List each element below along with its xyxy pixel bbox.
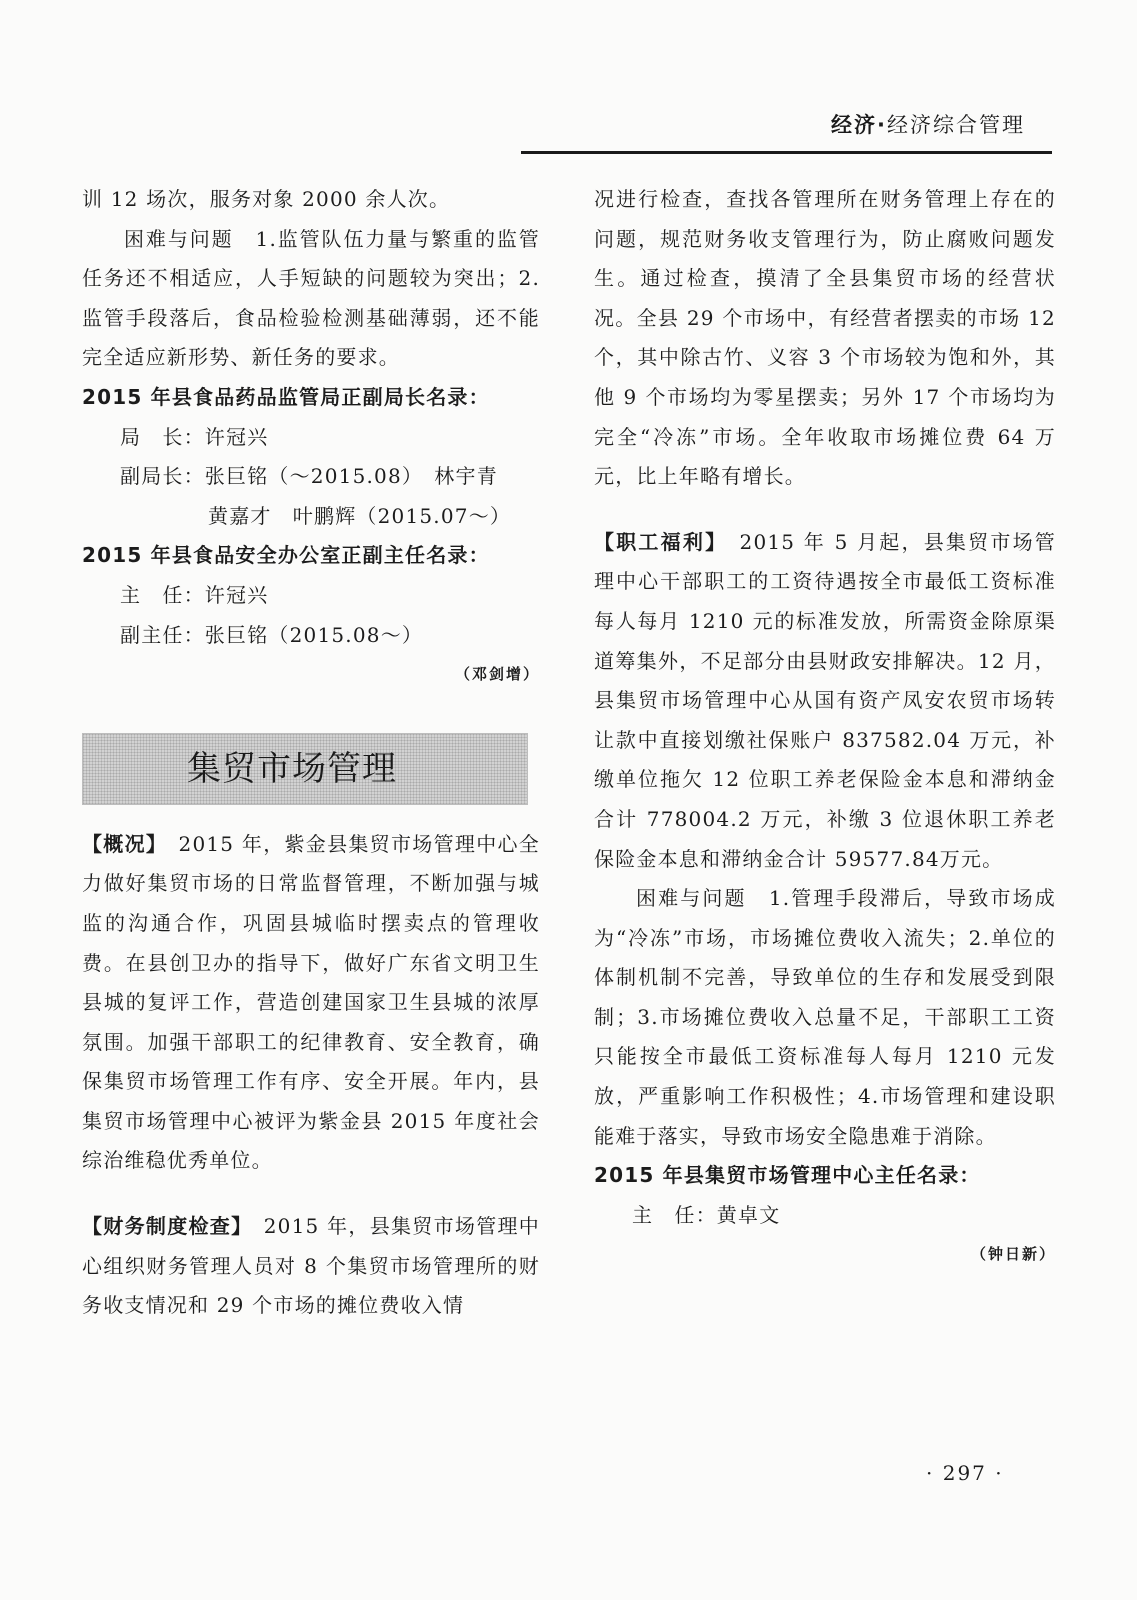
finance-lead: 【财务制度检查】 xyxy=(82,1214,243,1239)
running-head-subsection: 经济综合管理 xyxy=(887,113,1025,137)
header-rule xyxy=(521,151,1052,154)
problems-label: 困难与问题 xyxy=(124,226,234,251)
section-title-banner xyxy=(82,733,528,805)
running-head-section: 经济 xyxy=(831,113,878,137)
paragraph-finance xyxy=(82,1207,540,1326)
right-column xyxy=(594,180,1056,1275)
roster-title-market-center: 2015 年县集贸市场管理中心主任名录： xyxy=(594,1163,981,1188)
roster-title-food-safety-office: 2015 年县食品安全办公室正副主任名录： xyxy=(82,543,490,568)
roster-line: 黄嘉才 叶鹏辉（2015.07～） xyxy=(208,503,512,528)
roster-line: 副局长：张巨铭（～2015.08） 林宇青 xyxy=(120,464,498,489)
paragraph-gap xyxy=(82,1181,540,1207)
page-number: · 297 · xyxy=(926,1461,1004,1485)
roster-line: 主 任：黄卓文 xyxy=(632,1202,781,1227)
problems-label: 困难与问题 xyxy=(636,886,747,911)
running-head xyxy=(831,109,1025,139)
roster-line: 局 长：许冠兴 xyxy=(120,424,269,449)
running-head-separator: · xyxy=(877,113,887,137)
author-credit: （钟日新） xyxy=(970,1245,1056,1264)
paragraph-problems-food xyxy=(82,220,540,378)
roster-title-food-bureau: 2015 年县食品药品监管局正副局长名录： xyxy=(82,384,490,409)
welfare-text: 2015 年 5 月起，县集贸市场管理中心干部职工的工资待遇按全市最低工资标准每人每月 1210 元的标准发放，所需资金除原渠道筹集外，不足部分由县财政安排解决。12 月，县集贸市场管理中心从国有资产凤安农贸市场转让款中直接划缴社保账户 837582.04 万元，补缴单位拖欠 12 位职工养老保险金本息和滞纳金合计 778004.2 万元，补缴 3 位退休职工养老保险金本息和滞纳金合计 59577.84万元。 xyxy=(594,529,1056,871)
problems-text: 1.管理手段滞后，导致市场成为“冷冻”市场，市场摊位费收入流失；2.单位的体制机制不完善，导致单位的生存和发展受到限制；3.市场摊位费收入总量不足，干部职工工资只能按全市最低工资标准每人每月 1210 元发放，严重影响工作积极性；4.市场管理和建设职能难于落实，导致市场安全隐患难于消除。 xyxy=(594,886,1056,1148)
page-header xyxy=(0,0,1137,160)
overview-lead: 【概况】 xyxy=(82,831,158,856)
welfare-lead: 【职工福利】 xyxy=(594,529,718,554)
roster-line: 主 任：许冠兴 xyxy=(120,582,269,607)
roster-line: 副主任：张巨铭（2015.08～） xyxy=(120,622,424,647)
section-title: 集贸市场管理 xyxy=(187,748,397,789)
finance-text: 2015 年，县集贸市场管理中心组织财务管理人员对 8 个集贸市场管理所的财务收支情况和 29 个市场的摊位费收入情 xyxy=(82,1214,541,1318)
paragraph-finance-continued: 况进行检查，查找各管理所在财务管理上存在的问题，规范财务收支管理行为，防止腐败问题发生。通过检查，摸清了全县集贸市场的经营状况。全县 29 个市场中，有经营者摆卖的市场 12 个，其中除古竹、义容 3 个市场较为饱和外，其他 9 个市场均为零星摆卖；另外 17 个市场均为完全“冷冻”市场。全年收取市场摊位费 64 万元，比上年略有增长。 xyxy=(594,187,1056,489)
problems-text: 1.监管队伍力量与繁重的监管任务还不相适应，人手短缺的问题较为突出；2.监管手段落后，食品检验检测基础薄弱，还不能完全适应新形势、新任务的要求。 xyxy=(82,226,541,370)
paragraph-overview xyxy=(82,825,540,1181)
overview-text: 2015 年，紫金县集贸市场管理中心全力做好集贸市场的日常监督管理，不断加强与城监的沟通合作，巩固县城临时摆卖点的管理收费。在县创卫办的指导下，做好广东省文明卫生县城的复评工作，营造创建国家卫生县城的浓厚氛围。加强干部职工的纪律教育、安全教育，确保集贸市场管理工作有序、安全开展。年内，县集贸市场管理中心被评为紫金县 2015 年度社会综治维稳优秀单位。 xyxy=(82,831,541,1173)
paragraph-problems-market xyxy=(594,879,1056,1156)
paragraph-gap xyxy=(594,497,1056,523)
paragraph-welfare xyxy=(594,523,1056,879)
author-credit: （邓剑增） xyxy=(454,665,540,684)
left-column xyxy=(82,180,540,1326)
paragraph-training: 训 12 场次，服务对象 2000 余人次。 xyxy=(82,187,451,211)
